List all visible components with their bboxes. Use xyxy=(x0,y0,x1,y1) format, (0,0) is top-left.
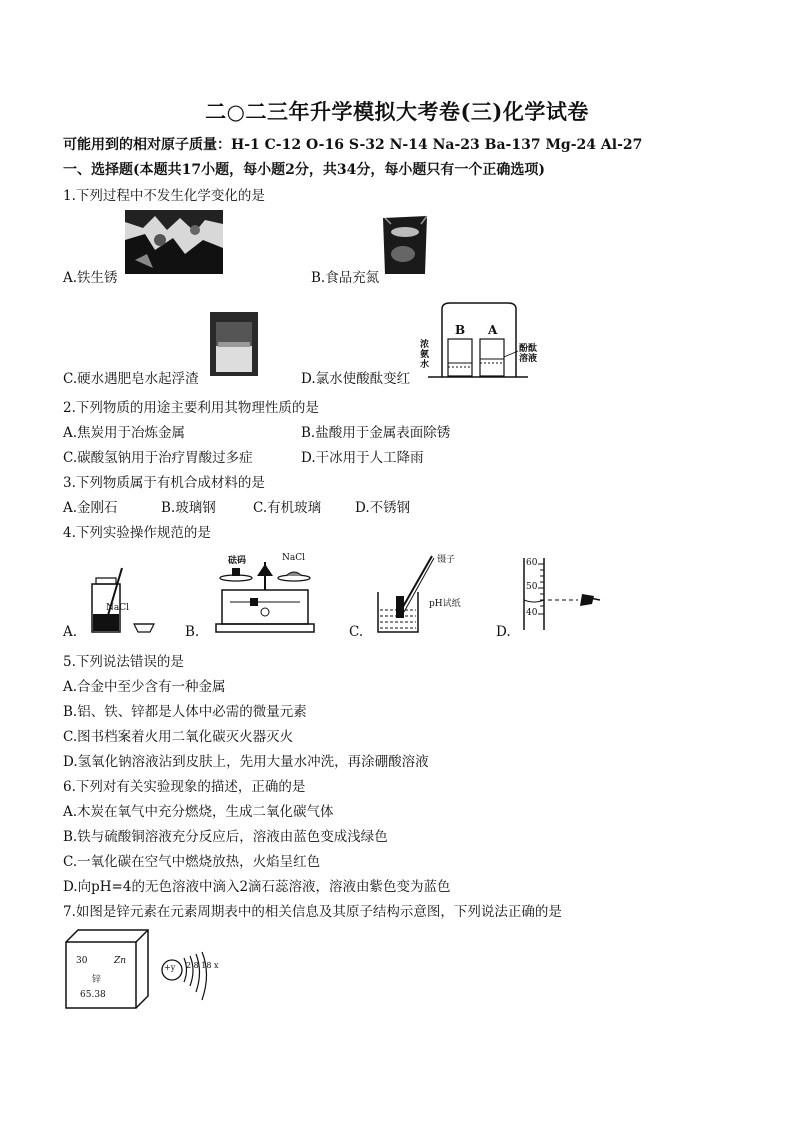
q3-option-d: D.不锈钢 xyxy=(355,500,411,516)
ph-paper-label: pH试纸 xyxy=(429,599,461,609)
phenolphthalein-label: 酚酞溶液 xyxy=(519,344,538,364)
ammonia-phenolphthalein-diagram xyxy=(418,301,548,381)
ammonia-label: 浓氨水 xyxy=(420,340,430,370)
q6-option-c: C.一氧化碳在空气中燃烧放热，火焰呈红色 xyxy=(63,854,321,870)
zinc-atomic-number: 30 xyxy=(76,956,88,966)
nacl-bottle-label: NaCl xyxy=(106,603,130,613)
q1-option-a: A.铁生锈 xyxy=(63,270,118,286)
q3-option-b: B.玻璃钢 xyxy=(161,500,216,516)
zinc-element-cell xyxy=(64,928,150,1010)
weights-label: 砝码 xyxy=(228,556,247,566)
cylinder-tick-40: 40 xyxy=(526,608,538,618)
q6-option-d: D.向pH=4的无色溶液中滴入2滴石蕊溶液，溶液由紫色变为蓝色 xyxy=(63,879,451,895)
zinc-name: 锌 xyxy=(92,975,102,985)
q5-stem: 5.下列说法错误的是 xyxy=(63,654,184,670)
q2-stem: 2.下列物质的用途主要利用其物理性质的是 xyxy=(63,400,319,416)
q3-option-a: A.金刚石 xyxy=(63,500,118,516)
q5-option-b: B.铝、铁、锌都是人体中必需的微量元素 xyxy=(63,704,307,720)
zinc-shell-electrons: 2 8 18 x xyxy=(186,961,219,970)
q1-option-d: D.氯水使酸酞变红 xyxy=(301,371,411,387)
q2-option-d: D.干冰用于人工降雨 xyxy=(301,450,424,466)
q5-option-a: A.合金中至少含有一种金属 xyxy=(63,679,226,695)
q7-stem: 7.如图是锌元素在元素周期表中的相关信息及其原子结构示意图，下列说法正确的是 xyxy=(63,904,562,920)
q6-option-a: A.木炭在氧气中充分燃烧，生成二氧化碳气体 xyxy=(63,804,334,820)
balance-nacl-label: NaCl xyxy=(282,553,306,563)
q1-option-c: C.硬水遇肥皂水起浮渣 xyxy=(63,371,199,387)
q6-stem: 6.下列对有关实验现象的描述，正确的是 xyxy=(63,779,306,795)
q6-option-b: B.铁与硫酸铜溶液充分反应后，溶液由蓝色变成浅绿色 xyxy=(63,829,388,845)
q5-option-d: D.氢氧化钠溶液沾到皮肤上，先用大量水冲洗，再涂硼酸溶液 xyxy=(63,754,429,770)
cylinder-tick-60: 60 xyxy=(526,558,538,568)
q4-option-c: C. xyxy=(349,624,364,640)
hard-water-beaker-image xyxy=(210,312,258,376)
q1-option-b: B.食品充氮 xyxy=(311,270,380,286)
tweezers-label: 镊子 xyxy=(437,555,456,565)
cylinder-tick-50: 50 xyxy=(526,582,538,592)
nacl-bottle-diagram xyxy=(86,566,166,636)
q2-option-c: C.碳酸氢钠用于治疗胃酸过多症 xyxy=(63,450,253,466)
zinc-symbol: Zn xyxy=(114,956,127,966)
section-header: 一、选择题(本题共17小题，每小题2分，共34分，每小题只有一个正确选项) xyxy=(63,162,545,178)
zinc-atomic-mass: 65.38 xyxy=(80,990,106,1000)
food-bag-image xyxy=(381,214,429,276)
q2-option-a: A.焦炭用于冶炼金属 xyxy=(63,425,186,441)
beaker-a-label: A xyxy=(488,323,498,337)
q4-option-d: D. xyxy=(496,624,511,640)
q1-stem: 1.下列过程中不发生化学变化的是 xyxy=(63,188,265,204)
q2-option-b: B.盐酸用于金属表面除锈 xyxy=(301,425,451,441)
exam-title: 二○二三年升学模拟大考卷(三)化学试卷 xyxy=(205,99,589,124)
zinc-atom-structure-diagram xyxy=(158,950,218,1006)
q4-option-b: B. xyxy=(185,624,200,640)
atomic-masses: 可能用到的相对原子质量：H-1 C-12 O-16 S-32 N-14 Na-23 Ba-137 Mg-24 Al-27 xyxy=(63,137,643,153)
q4-option-a: A. xyxy=(63,624,78,640)
q3-stem: 3.下列物质属于有机合成材料的是 xyxy=(63,475,265,491)
q5-option-c: C.图书档案着火用二氧化碳灭火器灭火 xyxy=(63,729,294,745)
beaker-b-label: B xyxy=(455,323,466,337)
zinc-nucleus-charge: +y xyxy=(164,963,176,972)
q3-option-c: C.有机玻璃 xyxy=(253,500,322,516)
rusty-iron-image xyxy=(125,210,223,274)
balance-diagram xyxy=(210,554,320,636)
q4-stem: 4.下列实验操作规范的是 xyxy=(63,525,211,541)
